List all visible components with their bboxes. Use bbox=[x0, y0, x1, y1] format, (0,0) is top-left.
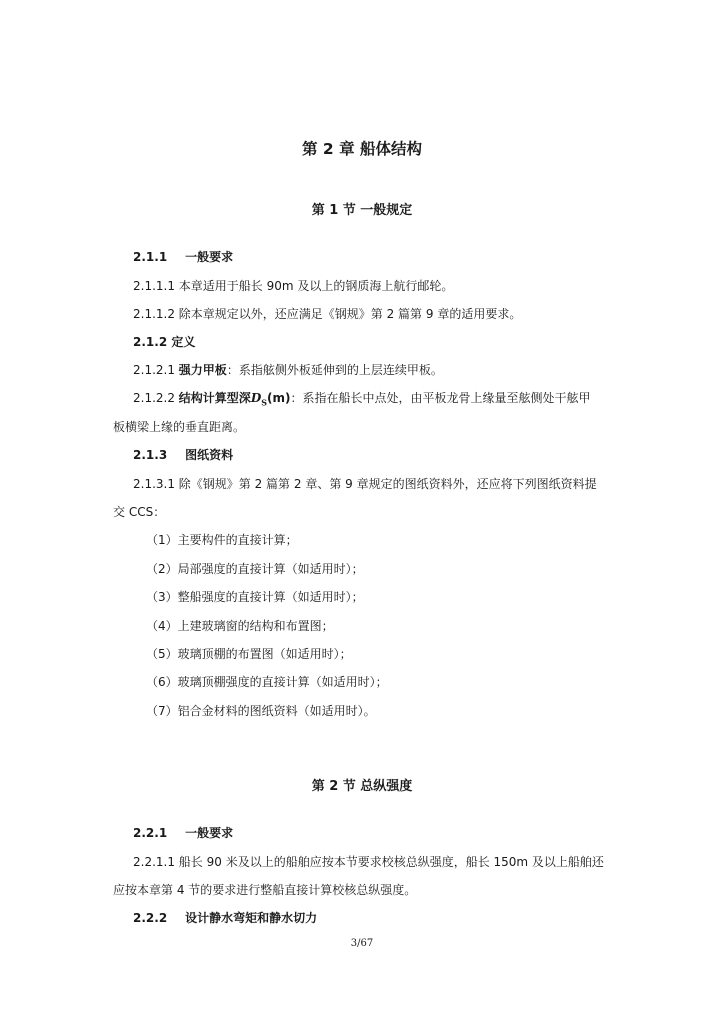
list-item: （7）铝合金材料的图纸资料（如适用时）。 bbox=[146, 704, 376, 718]
list-item: （1）主要构件的直接计算； bbox=[146, 533, 298, 547]
heading-number: 2.2.1 bbox=[133, 826, 168, 840]
heading-label: 一般要求 bbox=[185, 250, 234, 264]
heading-number: 2.1.3 bbox=[133, 448, 168, 462]
heading-2-1-3 bbox=[133, 447, 233, 463]
chapter-title: 第 2 章 船体结构 bbox=[302, 140, 422, 158]
paragraph-number: 2.1.2.2 bbox=[133, 391, 179, 405]
section-2-title: 第 2 节 总纵强度 bbox=[311, 779, 413, 794]
unit-m: (m) bbox=[267, 391, 291, 405]
paragraph-2-2-1-1-continued: 应按本章第 4 节的要求进行整船直接计算校核总纵强度。 bbox=[113, 883, 417, 897]
heading-label: 图纸资料 bbox=[185, 448, 234, 462]
page-number: 3/67 bbox=[350, 938, 374, 949]
symbol-ds: $D_S$ bbox=[250, 391, 267, 408]
paragraph-2-1-2-2 bbox=[133, 390, 591, 410]
paragraph-2-2-1-1: 2.2.1.1 船长 90 米及以上的船舶应按本节要求校核总纵强度，船长 150m 及以上船舶还 bbox=[133, 855, 604, 869]
heading-2-1-2: 2.1.2 定义 bbox=[133, 335, 196, 349]
section-1-title: 第 1 节 一般规定 bbox=[311, 203, 413, 218]
heading-number: 2.1.1 bbox=[133, 250, 168, 264]
term-strength-deck: 强力甲板 bbox=[178, 363, 227, 377]
heading-number: 2.2.2 bbox=[133, 911, 168, 925]
list-item: （5）玻璃顶棚的布置图（如适用时）； bbox=[146, 647, 352, 661]
list-item: （6）玻璃顶棚强度的直接计算（如适用时）； bbox=[146, 675, 388, 689]
list-item: （2）局部强度的直接计算（如适用时）； bbox=[146, 562, 364, 576]
paragraph-2-1-1-2: 2.1.1.2 除本章规定以外，还应满足《钢规》第 2 篇第 9 章的适用要求。 bbox=[133, 307, 522, 321]
list-item: （4）上建玻璃窗的结构和布置图； bbox=[146, 619, 334, 633]
paragraph-text: ：系指舷侧外板延伸到的上层连续甲板。 bbox=[226, 363, 443, 377]
heading-2-2-2 bbox=[133, 910, 317, 926]
paragraph-2-1-3-1: 2.1.3.1 除《钢规》第 2 篇第 2 章、第 9 章规定的图纸资料外，还应将下列图纸资料提 bbox=[133, 477, 597, 491]
list-item: （3）整船强度的直接计算（如适用时）； bbox=[146, 590, 364, 604]
heading-2-2-1 bbox=[133, 825, 233, 841]
paragraph-2-1-2-2-continued: 板横梁上缘的垂直距离。 bbox=[113, 420, 246, 434]
paragraph-number: 2.1.2.1 bbox=[133, 363, 179, 377]
heading-2-1-1 bbox=[133, 249, 233, 265]
paragraph-2-1-3-1-continued: 交 CCS： bbox=[113, 505, 166, 519]
heading-label: 设计静水弯矩和静水切力 bbox=[185, 911, 318, 925]
heading-label: 一般要求 bbox=[185, 826, 234, 840]
paragraph-text: ：系指在船长中点处，由平板龙骨上缘量至舷侧处干舷甲 bbox=[290, 391, 591, 405]
term-structural-depth: 结构计算型深 bbox=[178, 391, 251, 405]
paragraph-2-1-2-1 bbox=[133, 362, 443, 378]
paragraph-2-1-1-1: 2.1.1.1 本章适用于船长 90m 及以上的钢质海上航行邮轮。 bbox=[133, 279, 454, 293]
